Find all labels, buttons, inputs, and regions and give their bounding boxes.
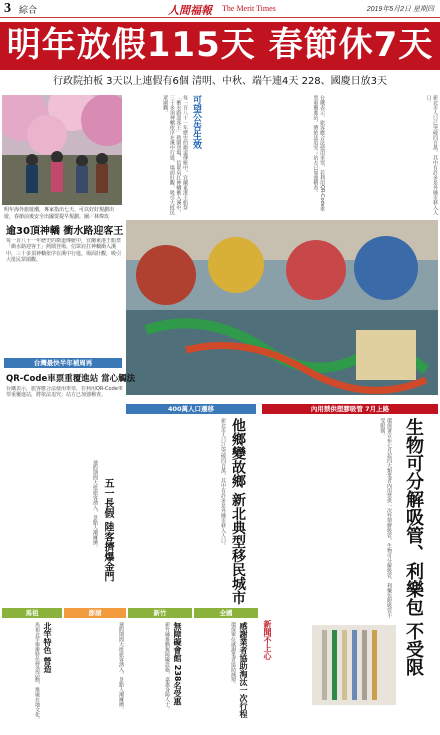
bar-article-headline: 可望公告生效: [191, 95, 201, 149]
cherry-blossom-photo: [2, 95, 122, 205]
side-label: 新聞不上心: [263, 620, 272, 660]
bus-headline: QR-Code車票重覆進站 當心觸法: [6, 374, 136, 384]
local-label-matsu: 馬祖: [2, 608, 62, 618]
masthead-en: The Merit Times: [222, 4, 276, 13]
issue-date: 2019年5月2日 星期四: [366, 6, 434, 13]
straw-body: 環保署宣布七月起四大類業者內用禁供一次性塑膠吸管，生物可分解吸管、利樂包附吸管不受限制。: [379, 418, 392, 618]
festival-photo: [126, 220, 438, 395]
straw-headline: 生物可分解吸管、利樂包 不受限: [403, 418, 424, 677]
page-header: [0, 0, 440, 18]
migrant-body: 新北市人口已突破四百萬，其中有許多是外縣市移入人口。: [220, 418, 226, 548]
bus-body: 台鐵表示，旅客應合法使用車票，若利用QR-Code車票重覆進站，將依法追究；站方已加強稽查。: [6, 386, 123, 399]
hsinchu-headline: 無障礙會館 238名受惠: [173, 622, 182, 706]
migrant-headline: 他鄉變故鄉 新北典型移民城市: [230, 418, 246, 605]
wang-body: 每一百八十一年歷史的衛道傳統中，宜蘭東港王船祭「衝水路迎客王」熱鬧登場，信眾肩扛神轎衝入溪中，三十多頂神轎依序在溪中行進，場面壯觀，吸引大批民眾圍觀。: [6, 238, 122, 264]
national-body: 環保單位感謝業者協助減塑。: [230, 622, 236, 687]
bus-label: 台灣最快半年補周再: [4, 358, 122, 368]
straws-photo: [312, 625, 396, 705]
holiday-article-col2: 台鐵表示，旅客應合法使用車票，若利用QR-Code車票重覆進站，將依法追究；站方已加強稽查。: [312, 95, 325, 212]
main-subhead: 行政院拍板 3天以上連假有6個 清明、中秋、端午連4天 228、國慶日放3天: [52, 76, 388, 87]
section-label: 綜合: [19, 6, 38, 16]
page-number: 3: [4, 1, 11, 16]
holiday-article-col1: 每一百八十一年歷史的衛道傳統中，宜蘭東港王船祭「衝水路迎客王」熱鬧登場，信眾肩扛神轎衝入溪中，三十多頂神轎依序在溪中行進，場面壯觀，吸引大批民眾圍觀。: [162, 95, 188, 215]
masthead-logo: 人間福報: [168, 5, 212, 17]
wang-headline: 逾30頂神轎 衝水路迎客王: [6, 226, 124, 237]
matsu-headline: 北竿特色 營造: [43, 622, 52, 673]
headline-banner: [0, 22, 440, 70]
cherry-blossom-caption: 明年海外旅遊潮，專家指出七天、可以好好規劃出遊，春節前後安全出國要提早規劃。圖／林煒玫: [4, 207, 115, 220]
straw-label: 內用禁供塑膠吸管 7月上路: [262, 404, 438, 414]
kinmen-body: 連假期間大批旅客湧入，景點人潮擁擠。: [92, 460, 98, 550]
national-headline: 感謝業者協助淘汰一次行程: [239, 622, 248, 718]
kinmen-headline: 五一長假 陸客擠爆金門: [102, 478, 113, 582]
matsu-body: 馬祖北竿舉辦特色營造活動，推廣在地文化。: [34, 622, 40, 722]
local-label-penghu: 澎湖: [64, 608, 126, 618]
local-label-hsinchu: 新竹: [128, 608, 192, 618]
local-label-national: 全國: [194, 608, 258, 618]
hsinchu-body: 新竹縣推動無障礙設施，嘉惠身障人士。: [164, 622, 170, 712]
penghu-body: 連假期間大批旅客湧入，景點人潮擁擠。: [118, 622, 124, 712]
main-headline: 明年放假115天 春節休7天: [6, 25, 434, 65]
holiday-article-col3: 新北市人口已突破四百萬，其中有許多是外縣市移入人口。: [425, 95, 438, 215]
migrant-label: 400萬人口遷移: [126, 404, 256, 414]
